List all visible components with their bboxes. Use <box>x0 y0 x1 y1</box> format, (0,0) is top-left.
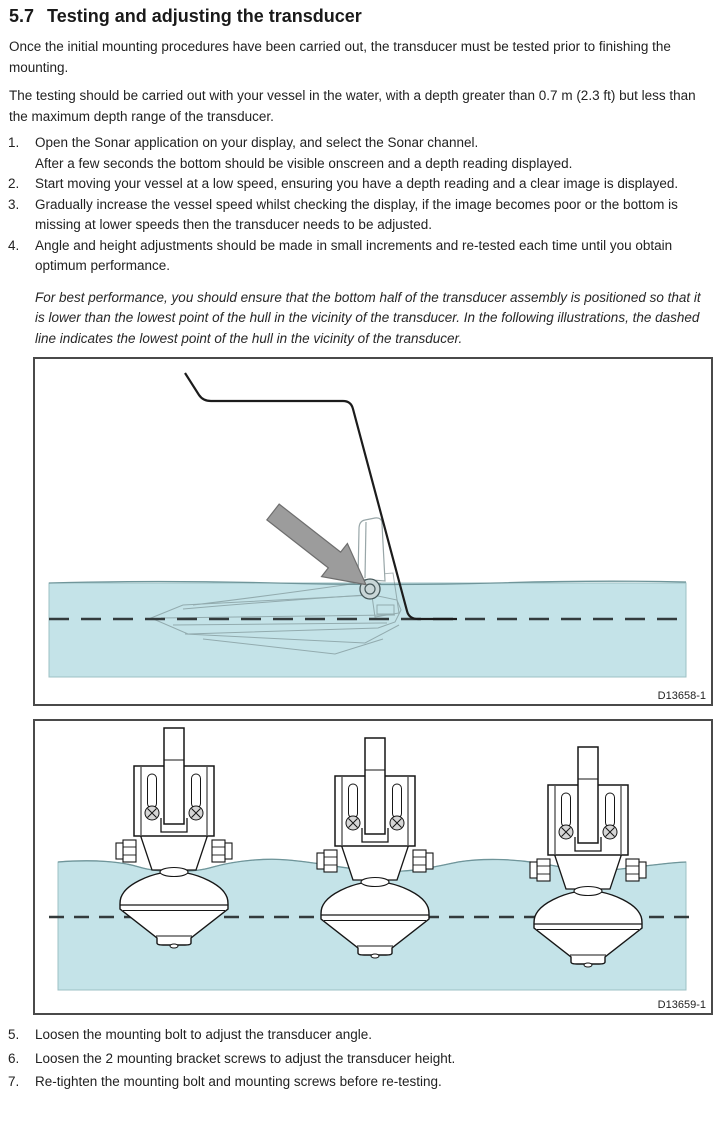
step-number: 4. <box>8 237 20 253</box>
procedure-step-3 <box>8 195 714 236</box>
section-heading <box>9 5 714 27</box>
transom-bracket-top <box>358 518 385 581</box>
step-number: 6. <box>8 1050 20 1066</box>
procedure-step-1 <box>8 133 714 174</box>
section-number: 5.7 <box>9 6 35 26</box>
step-number: 2. <box>8 176 20 191</box>
section-title: Testing and adjusting the transducer <box>47 6 362 26</box>
transducer-assembly-high <box>116 728 232 948</box>
step-text: Angle and height adjustments should be made in small increments and re-tested each time until you obtain optimum performance. <box>35 237 673 273</box>
transducer-angle-illustration <box>35 359 711 704</box>
step-number: 5. <box>8 1027 20 1042</box>
adjustment-step-5 <box>8 1023 714 1047</box>
procedure-step-4 <box>8 236 714 277</box>
figure-transducer-angle <box>33 357 713 706</box>
figure-label: D13658-1 <box>657 690 706 702</box>
step-text <box>35 133 714 174</box>
procedure-steps-list <box>8 133 714 277</box>
transducer-height-illustration <box>35 721 711 1013</box>
transducer-assembly-mid <box>317 738 433 958</box>
step-text-main: Open the Sonar application on your display, and select the Sonar channel. <box>35 135 479 150</box>
adjustment-step-7 <box>8 1070 714 1094</box>
intro-paragraph-2: The testing should be carried out with your vessel in the water, with a depth greater than 0.7 m (2.3 ft) but less than the maximum depth range of the transducer. <box>9 88 696 124</box>
note-paragraph: For best performance, you should ensure that the bottom half of the transducer assembly is positioned so that it is lower than the lowest point of the hull in the vicinity of the transducer. In the following illustrations, the dashed line indicates the lowest point of the hull in the vicinity of the transducer. <box>35 289 701 346</box>
adjustment-steps-list <box>8 1023 714 1094</box>
step-number: 1. <box>8 135 20 150</box>
step-text: Loosen the mounting bolt to adjust the transducer angle. <box>35 1027 372 1042</box>
adjustment-step-6 <box>8 1047 714 1071</box>
step-text: Start moving your vessel at a low speed, ensuring you have a depth reading and a clear image is displayed. <box>35 176 679 191</box>
step-text-extra: After a few seconds the bottom should be visible onscreen and a depth reading displayed. <box>35 155 573 171</box>
step-number: 3. <box>8 196 20 212</box>
step-text: Re-tighten the mounting bolt and mounting screws before re-testing. <box>35 1074 442 1089</box>
transducer-assembly-low <box>530 747 646 967</box>
procedure-step-2 <box>8 174 714 195</box>
step-number: 7. <box>8 1074 20 1089</box>
step-text: Loosen the 2 mounting bracket screws to adjust the transducer height. <box>35 1050 456 1066</box>
step-text: Gradually increase the vessel speed whilst checking the display, if the image becomes poor or the bottom is missing at lower speeds then the transducer needs to be adjusted. <box>35 196 678 232</box>
intro-paragraph-1: Once the initial mounting procedures have been carried out, the transducer must be tested prior to finishing the mounting. <box>9 39 671 75</box>
figure-transducer-height <box>33 719 713 1015</box>
figure-label: D13659-1 <box>657 999 706 1011</box>
